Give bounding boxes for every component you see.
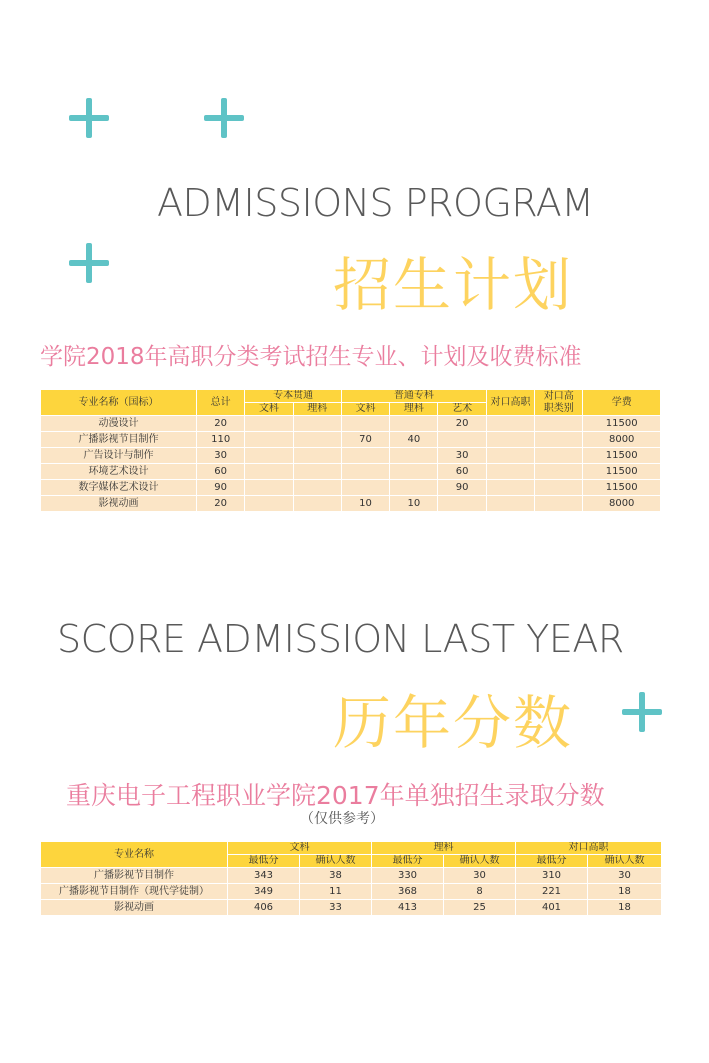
cell — [487, 448, 534, 463]
table-row — [41, 900, 661, 915]
cell — [438, 432, 485, 447]
cell: 30 — [444, 868, 515, 883]
cell: 11 — [300, 884, 371, 899]
cell: 401 — [516, 900, 587, 915]
col-count: 确认人数 — [300, 855, 371, 867]
col-total: 总计 — [197, 390, 244, 415]
cell-total: 30 — [197, 448, 244, 463]
cell-major: 影视动画 — [41, 496, 196, 511]
col-pt-wenke: 文科 — [342, 403, 389, 415]
cell — [294, 480, 341, 495]
col-pt-yishu: 艺术 — [438, 403, 485, 415]
cell — [487, 496, 534, 511]
col-major: 专业名称 — [41, 842, 227, 867]
score-subtitle: 重庆电子工程职业学院2017年单独招生录取分数 — [66, 781, 605, 810]
cell: 330 — [372, 868, 443, 883]
col-major: 专业名称（国标） — [41, 390, 196, 415]
col-count: 确认人数 — [444, 855, 515, 867]
cell — [438, 496, 485, 511]
cell — [245, 416, 292, 431]
cell — [487, 432, 534, 447]
col-zb-wenke: 文科 — [245, 403, 292, 415]
cell — [342, 480, 389, 495]
cell: 30 — [588, 868, 661, 883]
cell: 18 — [588, 884, 661, 899]
cell-fee: 8000 — [583, 496, 660, 511]
cell: 38 — [300, 868, 371, 883]
score-table — [40, 841, 662, 916]
cell: 33 — [300, 900, 371, 915]
col-group-ptzk: 普通专科 — [342, 390, 486, 402]
plus-icon — [69, 98, 109, 138]
cell — [535, 496, 582, 511]
cell — [390, 448, 437, 463]
cell: 343 — [228, 868, 299, 883]
cell: 413 — [372, 900, 443, 915]
cell — [535, 480, 582, 495]
col-fee: 学费 — [583, 390, 660, 415]
score-history-cn-title: 历年分数 — [333, 689, 574, 757]
cell — [487, 416, 534, 431]
cell-fee: 11500 — [583, 480, 660, 495]
cell: 18 — [588, 900, 661, 915]
plus-icon — [204, 98, 244, 138]
cell-total: 20 — [197, 496, 244, 511]
cell: 70 — [342, 432, 389, 447]
cell — [294, 496, 341, 511]
cell — [342, 416, 389, 431]
reference-note: （仅供参考） — [300, 811, 384, 827]
table-row — [41, 496, 660, 511]
cell — [294, 416, 341, 431]
cell-major: 广播影视节目制作 — [41, 432, 196, 447]
cell — [245, 432, 292, 447]
col-min-score: 最低分 — [372, 855, 443, 867]
cell — [245, 448, 292, 463]
table-row — [41, 416, 660, 431]
cell: 60 — [438, 464, 485, 479]
cell — [487, 464, 534, 479]
cell — [245, 496, 292, 511]
table-row — [41, 868, 661, 883]
admissions-program-cn-title: 招生计划 — [333, 251, 574, 319]
table-row — [41, 884, 661, 899]
table-row — [41, 464, 660, 479]
cell: 8 — [444, 884, 515, 899]
admissions-program-title: ADMISSIONS PROGRAM — [157, 181, 594, 225]
col-group-like: 理科 — [372, 842, 515, 854]
cell: 368 — [372, 884, 443, 899]
cell — [487, 480, 534, 495]
cell: 310 — [516, 868, 587, 883]
col-dkgz: 对口高职 — [487, 390, 534, 415]
col-pt-like: 理科 — [390, 403, 437, 415]
cell — [294, 464, 341, 479]
admissions-plan-table — [40, 389, 661, 512]
col-min-score: 最低分 — [516, 855, 587, 867]
cell — [390, 480, 437, 495]
col-count: 确认人数 — [588, 855, 661, 867]
cell-total: 20 — [197, 416, 244, 431]
cell — [245, 480, 292, 495]
cell: 40 — [390, 432, 437, 447]
col-zb-like: 理科 — [294, 403, 341, 415]
cell: 349 — [228, 884, 299, 899]
table-row — [41, 448, 660, 463]
col-group-wenke: 文科 — [228, 842, 371, 854]
cell-major: 广告设计与制作 — [41, 448, 196, 463]
cell-fee: 8000 — [583, 432, 660, 447]
col-min-score: 最低分 — [228, 855, 299, 867]
cell — [390, 464, 437, 479]
table-row — [41, 432, 660, 447]
cell — [342, 448, 389, 463]
col-group-dkgz: 对口高职 — [516, 842, 661, 854]
cell-major: 影视动画 — [41, 900, 227, 915]
cell-major: 动漫设计 — [41, 416, 196, 431]
cell-total: 60 — [197, 464, 244, 479]
cell — [535, 448, 582, 463]
cell — [294, 432, 341, 447]
plus-icon — [69, 243, 109, 283]
cell-total: 110 — [197, 432, 244, 447]
cell-fee: 11500 — [583, 464, 660, 479]
score-admission-title: SCORE ADMISSION LAST YEAR — [57, 617, 624, 661]
cell-fee: 11500 — [583, 416, 660, 431]
cell: 90 — [438, 480, 485, 495]
cell: 10 — [342, 496, 389, 511]
cell-major: 数字媒体艺术设计 — [41, 480, 196, 495]
cell — [535, 432, 582, 447]
cell: 30 — [438, 448, 485, 463]
cell: 406 — [228, 900, 299, 915]
cell — [245, 464, 292, 479]
cell: 221 — [516, 884, 587, 899]
cell-major: 广播影视节目制作 — [41, 868, 227, 883]
plus-icon — [622, 692, 662, 732]
table-row — [41, 480, 660, 495]
cell: 25 — [444, 900, 515, 915]
cell — [390, 416, 437, 431]
col-dkgz-type: 对口高职类别 — [535, 390, 582, 415]
cell-fee: 11500 — [583, 448, 660, 463]
col-group-zbgt: 专本贯通 — [245, 390, 341, 402]
cell — [535, 464, 582, 479]
cell-total: 90 — [197, 480, 244, 495]
cell: 20 — [438, 416, 485, 431]
cell — [294, 448, 341, 463]
cell-major: 环境艺术设计 — [41, 464, 196, 479]
cell — [342, 464, 389, 479]
cell — [535, 416, 582, 431]
cell-major: 广播影视节目制作（现代学徒制） — [41, 884, 227, 899]
admissions-plan-subtitle: 学院2018年高职分类考试招生专业、计划及收费标准 — [40, 344, 582, 370]
cell: 10 — [390, 496, 437, 511]
